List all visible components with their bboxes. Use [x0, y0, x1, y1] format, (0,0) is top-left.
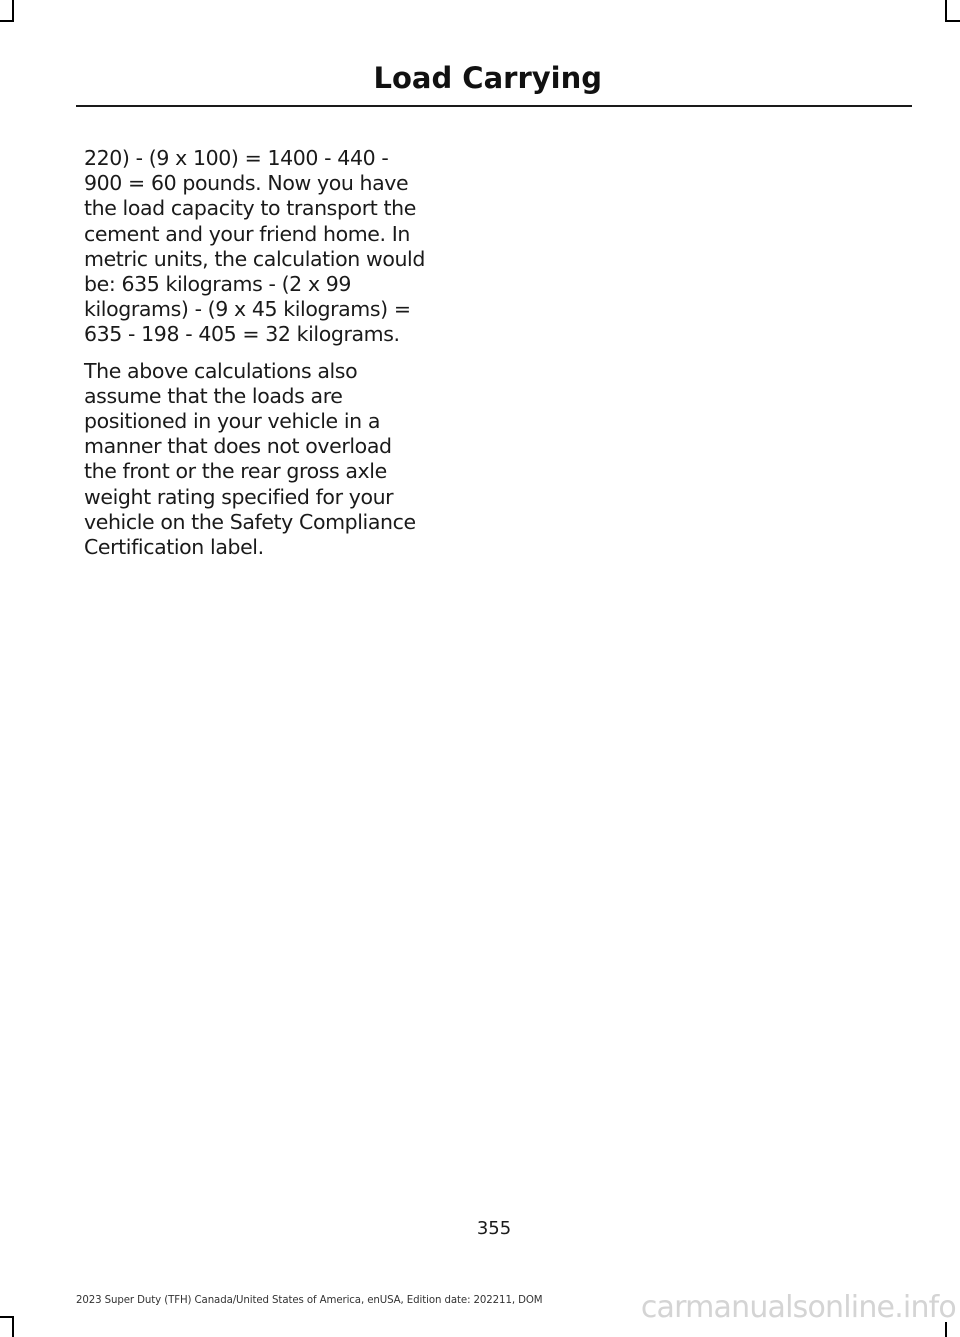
- text-line: 220) - (9 x 100) = 1400 - 440 -: [84, 146, 389, 170]
- text-line: The above calculations also: [84, 358, 358, 383]
- text-line: positioned in your vehicle in a: [84, 409, 381, 434]
- paragraph-assumptions: [84, 359, 476, 561]
- crop-mark-top-left-vertical: [12, 0, 14, 22]
- section-title: Load Carrying: [373, 61, 602, 95]
- paragraph-calculation: [84, 146, 476, 348]
- text-line: 635 - 198 - 405 = 32 kilograms.: [84, 322, 400, 347]
- text-line: be: 635 kilograms - (2 x 99: [84, 272, 352, 297]
- crop-mark-bottom-left-vertical: [12, 1316, 14, 1337]
- crop-mark-top-right-vertical: [945, 0, 947, 22]
- header-divider: [76, 105, 912, 107]
- watermark: carmanualsonline.info: [640, 1290, 956, 1325]
- text-line: assume that the loads are: [84, 383, 343, 408]
- text-line: the front or the rear gross axle: [84, 459, 387, 484]
- text-line: vehicle on the Safety Compliance: [84, 509, 416, 534]
- crop-mark-bottom-left-horizontal: [0, 1316, 14, 1318]
- crop-mark-top-left-horizontal: [0, 20, 14, 22]
- text-line: kilograms) - (9 x 45 kilograms) =: [84, 297, 411, 322]
- text-line: manner that does not overload: [84, 434, 392, 459]
- text-line: Certification label.: [84, 535, 264, 560]
- edition-footer: 2023 Super Duty (TFH) Canada/United States of America, enUSA, Edition date: 202211, DOM: [76, 1295, 543, 1306]
- text-line: the load capacity to transport the: [84, 196, 416, 221]
- page-number: 355: [476, 1218, 512, 1239]
- text-line: 900 = 60 pounds. Now you have: [84, 171, 409, 196]
- text-line: metric units, the calculation would: [84, 246, 425, 271]
- text-line: cement and your friend home. In: [84, 221, 410, 246]
- text-line: weight rating specified for your: [84, 484, 394, 509]
- crop-mark-top-right-horizontal: [945, 20, 960, 22]
- content-column: [84, 146, 476, 571]
